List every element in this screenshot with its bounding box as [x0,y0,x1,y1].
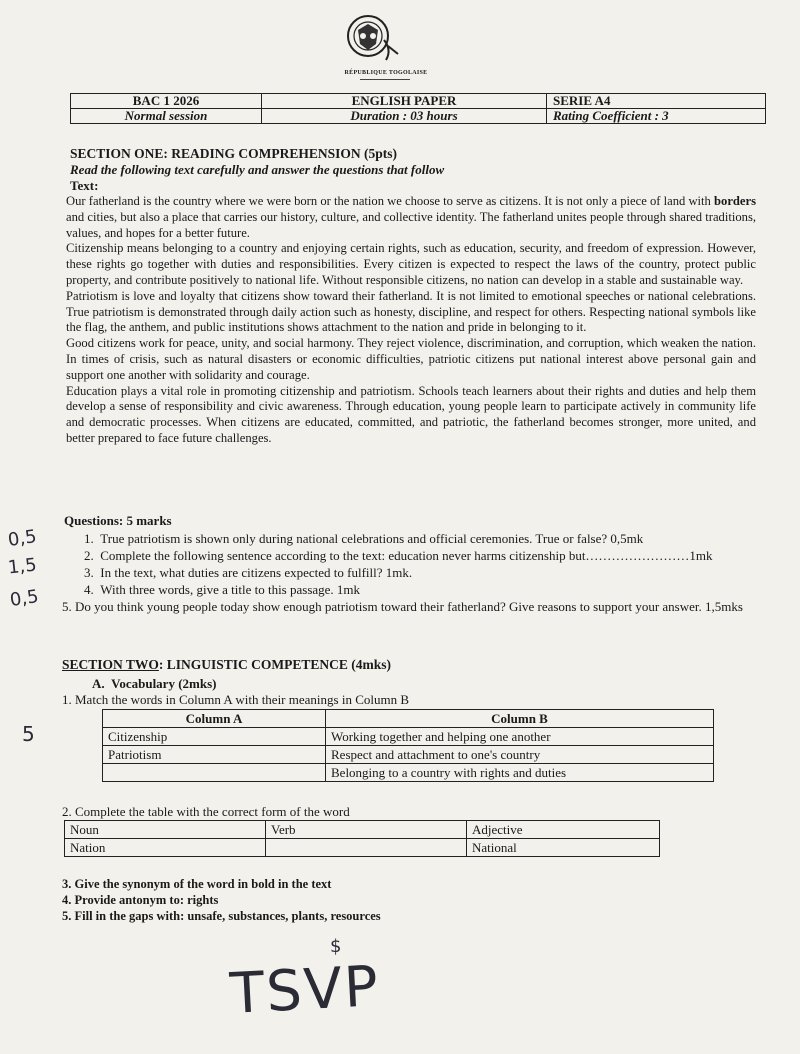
paragraph-2: Citizenship means belonging to a country and enjoying certain rights, such as education, security, and freedom of expression. However, these rights go together with duties and responsibilities. Every citizen is expected to respect the laws of the country, protect public property, and contribute positively to national life. Without responsible citizens, no nation can develop in a stable and sustainable way. [66,241,756,287]
verb-header: Verb [266,821,467,839]
handwritten-mark: 0,5 [6,526,38,551]
column-a-cell: Citizenship [103,728,326,746]
remaining-questions [62,876,381,924]
question-2: 2. Complete the following sentence according to the text: education never harms citizenship but……………………1mk [84,548,713,563]
duration: Duration : 03 hours [350,108,458,123]
question-antonym: 4. Provide antonym to: rights [62,893,219,907]
table-row [65,839,660,857]
togo-coat-of-arms-seal [340,10,410,68]
handwritten-mark: 0,5 [8,586,40,611]
series: SERIE A4 [547,94,766,109]
question-5: 5. Do you think young people today show enough patriotism toward their fatherland? Give reasons to support your answer. 1,5mks [62,599,743,614]
question-1: 1. True patriotism is shown only during national celebrations and official ceremonies. True or false? 0,5mk [84,531,644,546]
exam-name: BAC 1 2026 [71,94,262,109]
session: Normal session [124,108,208,123]
column-a-header: Column A [103,710,326,728]
column-b-cell: Respect and attachment to one's country [326,746,714,764]
complete-table-instruction: 2. Complete the table with the correct form of the word [62,804,350,819]
match-header-row [103,710,714,728]
exam-header-table [70,93,766,124]
noun-cell: Nation [65,839,266,857]
bold-word: borders [714,194,756,208]
paragraph-3: Patriotism is love and loyalty that citizens show toward their fatherland. It is not limited to emotional speeches or national celebrations. True patriotism is demonstrated through daily action such as honesty, discipline, and respect for others. Respecting national symbols like the flag, the anthem, and public institutions shows attachment to the nation and pride in belonging to it. [66,288,756,335]
word-forms-table [64,820,660,857]
header-row-2 [71,109,766,124]
column-b-cell: Working together and helping one another [326,728,714,746]
adjective-header: Adjective [467,821,660,839]
questions-list [62,530,760,615]
adjective-cell: National [467,839,660,857]
subject: ENGLISH PAPER [262,94,547,109]
question-fill-gaps: 5. Fill in the gaps with: unsafe, substances, plants, resources [62,909,381,923]
paragraph-5: Education plays a vital role in promoting citizenship and patriotism. Schools teach learners about their rights and duties and help them develop a sense of responsibility and civic awareness. Through education, young people learn to participate actively in community life and democratic processes. When citizens are educated, committed, and patriotic, the fatherland becomes stronger, more united, and better prepared to face future challenges. [66,383,756,445]
question-synonym: 3. Give the synonym of the word in bold in the text [62,877,332,891]
noun-header: Noun [65,821,266,839]
question-3: 3. In the text, what duties are citizens expected to fulfill? 1mk. [84,565,413,580]
column-b-header: Column B [326,710,714,728]
table-row [103,728,714,746]
republic-label: RÉPUBLIQUE TOGOLAISE [344,70,428,76]
word-forms-header-row [65,821,660,839]
rating-coefficient: Rating Coefficient : 3 [553,108,669,123]
handwritten-tsvp: TSVP [228,954,382,1027]
section-two-title: SECTION TWO: LINGUISTIC COMPETENCE (4mks) [62,657,392,672]
verb-cell [266,839,467,857]
text-label: Text: [70,178,99,193]
table-row [103,746,714,764]
handwritten-mark: 1,5 [6,554,38,579]
match-instruction: 1. Match the words in Column A with their meanings in Column B [62,692,410,707]
question-4: 4. With three words, give a title to this passage. 1mk [84,582,361,597]
column-a-cell [103,764,326,782]
section-one-title: SECTION ONE: READING COMPREHENSION (5pts) [70,146,398,161]
reading-passage [66,194,756,447]
header-row-1 [71,94,766,109]
questions-title: Questions: 5 marks [64,513,172,528]
reading-instruction: Read the following text carefully and answer the questions that follow [70,162,445,177]
paragraph-1: Our fatherland is the country where we were born or the nation we choose to serve as citizens. It is not only a piece of land with borders and cities, but also a place that carries our history, culture, and collective identity. The fatherland unites people through shared traditions, values, and hopes for a better future. [66,194,756,240]
handwritten-symbol: $ [330,936,342,957]
emblem-divider [360,79,410,80]
handwritten-mark: 5 [22,722,35,746]
paragraph-4: Good citizens work for peace, unity, and social harmony. They reject violence, discrimination, and corruption, which weaken the nation. In times of crisis, such as natural disasters or economic difficulties, patriotic citizens put national interest above personal gain and support one another with solidarity and courage. [66,336,756,382]
column-a-cell: Patriotism [103,746,326,764]
column-b-cell: Belonging to a country with rights and duties [326,764,714,782]
vocabulary-title: A. Vocabulary (2mks) [92,676,217,691]
table-row [103,764,714,782]
match-table [102,709,714,782]
